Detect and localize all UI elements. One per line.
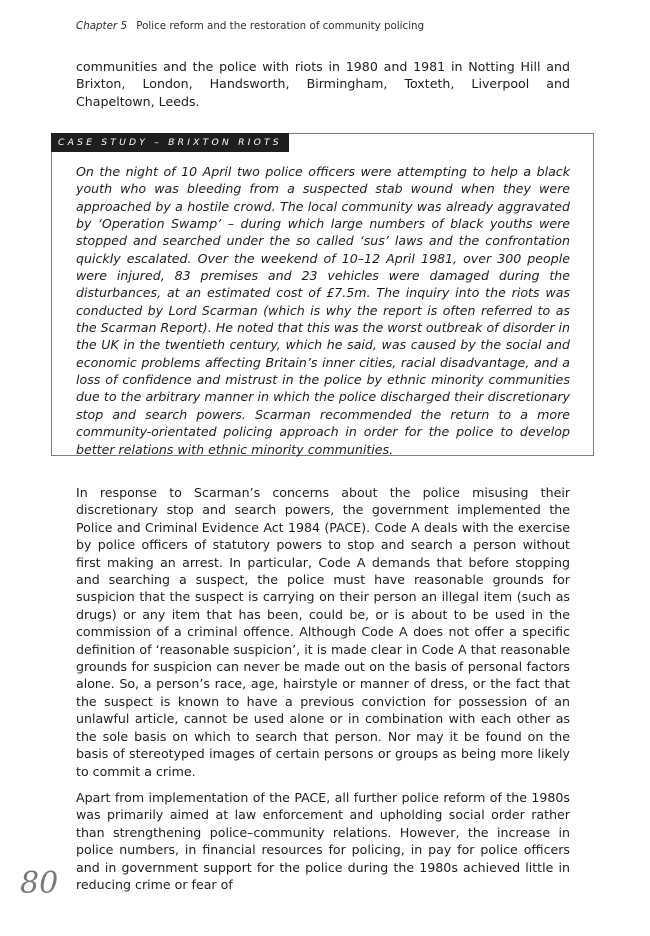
chapter-title: Police reform and the restoration of community policing — [136, 20, 425, 32]
case-study-label: CASE STUDY – BRIXTON RIOTS — [51, 133, 289, 152]
case-study-text: On the night of 10 April two police officers were attempting to help a black youth who was bleeding from a suspected stab wound when they were approached by a hostile crowd. The local community was already aggravated by ‘Operation Swamp’ – during which large numbers of black youths were stopped and searched under the so called ‘sus’ laws and the confrontation quickly escalated. Over the weekend of 10–12 April 1981, over 300 people were injured, 83 premises and 23 vehicles were damaged during the disturbances, at an estimated cost of £7.5m. The inquiry into the riots was conducted by Lord Scarman (which is why the report is often referred to as the Scarman Report). He noted that this was the worst outbreak of disorder in the UK in the twentieth century, which he said, was caused by the social and economic problems affecting Britain’s inner cities, racial disadvantage, and a loss of confidence and mistrust in the police by ethnic minority communities due to the arbitrary manner in which the police discharged their discretionary stop and search powers. Scarman recommended the return to a more community-orientated policing approach in order for the police to develop better relations with ethnic minority communities. — [76, 164, 570, 457]
case-study-box — [51, 133, 594, 456]
page-number: 80 — [20, 866, 59, 901]
chapter-label: Chapter 5 — [76, 20, 127, 32]
intro-paragraph: communities and the police with riots in 1980 and 1981 in Notting Hill and Brixton, London, Handsworth, Birmingham, Toxteth, Liverpool and Chapeltown, Leeds. — [76, 59, 570, 109]
intro-text — [76, 58, 570, 119]
main-text — [76, 484, 570, 902]
paragraph: Apart from implementation of the PACE, all further police reform of the 1980s was primarily aimed at law enforcement and upholding social order rather than strengthening police–community relations. However, the increase in police numbers, in financial resources for policing, in pay for police officers and in government support for the police during the 1980s achieved little in reducing crime or fear of — [76, 789, 570, 892]
running-head — [76, 20, 424, 32]
paragraph: In response to Scarman’s concerns about the police misusing their discretionary stop and search powers, the government implemented the Police and Criminal Evidence Act 1984 (PACE). Code A deals with the exercise by police officers of statutory powers to stop and search a person without first making an arrest. In particular, Code A demands that before stopping and searching a suspect, the police must have reasonable grounds for suspicion that the suspect is carrying on their person an illegal item (such as drugs) or any item that has been, could be, or is about to be used in the commission of a criminal offence. Although Code A does not offer a specific definition of ‘reasonable suspicion’, it is made clear in Code A that reasonable grounds for suspicion can never be made out on the basis of personal factors alone. So, a person’s race, age, hairstyle or manner of dress, or the fact that the suspect is known to have a previous conviction for possession of an unlawful article, cannot be used alone or in combination with each other as the sole basis on which to search that person. Nor may it be found on the basis of stereotyped images of certain persons or groups as being more likely to commit a crime. — [76, 485, 570, 779]
